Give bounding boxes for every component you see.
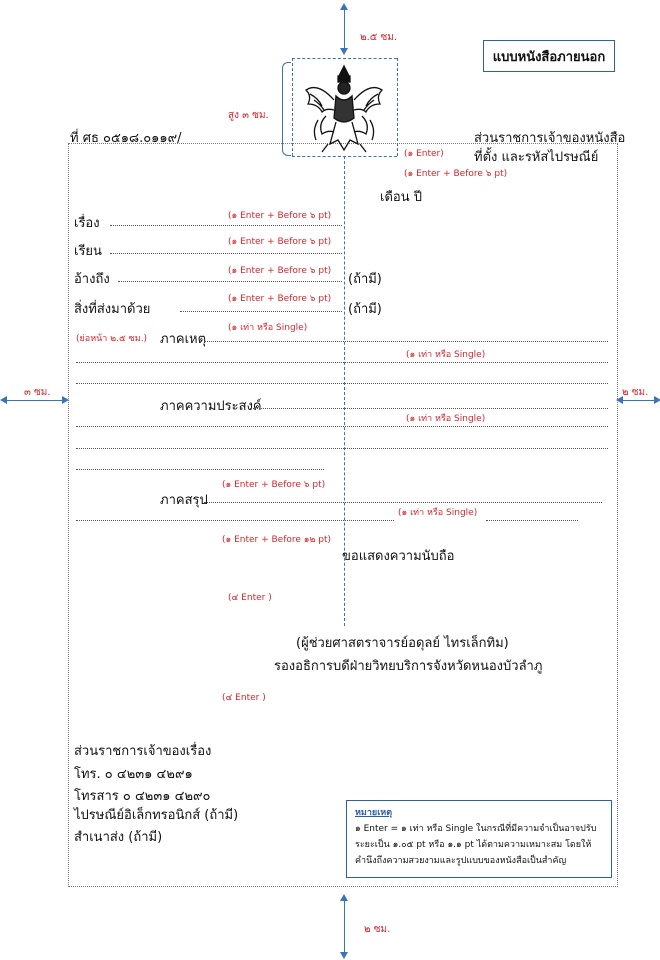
left-margin-label: ๓ ซม. [24, 387, 51, 398]
note-box [346, 800, 612, 878]
right-margin-guide [618, 400, 656, 401]
form-type-title: แบบหนังสือภายนอก [483, 40, 615, 72]
bottom-margin-arrow-up-icon [340, 894, 348, 901]
summary-line-2 [76, 520, 394, 521]
footer-phone: โทร. ๐ ๔๒๓๑ ๔๒๙๑ [74, 767, 193, 782]
garuda-guide-left [292, 58, 293, 156]
to-line [110, 253, 342, 254]
cause-label: ภาคเหตุ [160, 332, 207, 347]
purpose-line-1 [250, 408, 608, 409]
cause-line-1 [204, 341, 608, 342]
top-margin-arrow-down-icon [340, 48, 348, 55]
top-margin-arrow-up-icon [340, 3, 348, 10]
purpose-line-2 [76, 426, 608, 427]
spacing-after-to: (๑ Enter + Before ๖ pt) [228, 266, 332, 276]
closing-salutation: ขอแสดงความนับถือ [342, 549, 455, 564]
note-heading: หมายเหตุ [355, 808, 393, 818]
garuda-height-label: สูง ๓ ซม. [228, 110, 269, 121]
spacing-after-subject: (๑ Enter + Before ๖ pt) [228, 237, 332, 247]
signer-name: (ผู้ช่วยศาสตราจารย์อดุลย์ ไทรเล็กทิม) [296, 636, 509, 651]
footer-email: ไปรษณีย์อิเล็กทรอนิกส์ (ถ้ามี) [74, 808, 239, 823]
bottom-margin-arrow-down-icon [340, 952, 348, 959]
to-label: เรียน [74, 244, 102, 259]
spacing-before-closing: (๑ Enter + Before ๑๒ pt) [222, 535, 332, 545]
spacing-after-closing: (๔ Enter ) [228, 593, 272, 603]
spacing-after-summary: (๑ เท่า หรือ Single) [398, 508, 478, 518]
cause-line-3 [76, 383, 608, 384]
spacing-after-date: (๑ Enter + Before ๖ pt) [228, 211, 332, 221]
summary-label: ภาคสรุป [160, 493, 208, 508]
bottom-margin-label: ๒ ซม. [364, 924, 391, 935]
reference-optional-note: (ถ้ามี) [348, 272, 382, 287]
right-margin-arrow-right-icon [654, 396, 660, 404]
agency-name: ส่วนราชการเจ้าของหนังสือ [474, 131, 626, 146]
garuda-height-bracket [282, 62, 291, 156]
note-line-1: ๑ Enter = ๑ เท่า หรือ Single ในกรณีที่มีความจำเป็นอาจปรับ [355, 824, 597, 834]
cause-line-2 [76, 362, 608, 363]
note-line-2: ระยะเป็น ๑.๐๕ pt หรือ ๑.๑ pt ได้ตามความเหมาะสม โดยให้ [355, 840, 592, 850]
spacing-after-garuda: (๑ Enter) [404, 149, 444, 159]
note-line-3: คำนึงถึงความสวยงามและรูปแบบของหนังสือเป็นสำคัญ [355, 856, 567, 866]
purpose-line-4 [76, 469, 324, 470]
agency-address: ที่ตั้ง และรหัสไปรษณีย์ [474, 150, 599, 165]
garuda-emblem-icon [298, 60, 390, 156]
spacing-purpose-single: (๑ เท่า หรือ Single) [406, 414, 486, 424]
left-margin-arrow-right-icon [62, 396, 69, 404]
top-margin-label: ๒.๕ ซม. [360, 32, 398, 43]
spacing-after-enclosure: (๑ เท่า หรือ Single) [228, 323, 308, 333]
bottom-margin-guide [344, 898, 345, 953]
spacing-cause-single: (๑ เท่า หรือ Single) [406, 350, 486, 360]
garuda-guide-top [292, 58, 397, 59]
right-margin-label: ๒ ซม. [622, 387, 649, 398]
indent-label: (ย่อหน้า ๒.๕ ซม.) [76, 334, 148, 344]
footer-fax: โทรสาร ๐ ๔๒๓๑ ๔๒๙๐ [74, 789, 211, 804]
left-margin-arrow-left-icon [0, 396, 7, 404]
spacing-before-summary: (๑ Enter + Before ๖ pt) [222, 480, 326, 490]
reference-line [118, 281, 342, 282]
enclosure-line [180, 311, 342, 312]
footer-copy: สำเนาส่ง (ถ้ามี) [74, 830, 163, 845]
spacing-after-agency: (๑ Enter + Before ๖ pt) [404, 169, 508, 179]
document-number: ที่ ศธ ๐๕๑๘.๐๑๑๙/ [70, 131, 182, 146]
garuda-guide-right [397, 58, 398, 156]
left-margin-guide [4, 400, 66, 401]
spacing-after-signer: (๔ Enter ) [222, 693, 266, 703]
subject-label: เรื่อง [74, 216, 100, 231]
subject-line [110, 225, 342, 226]
purpose-line-3 [76, 448, 608, 449]
signer-position: รองอธิการบดีฝ่ายวิทยบริการจังหวัดหนองบัวลำภู [274, 659, 543, 674]
spacing-after-reference: (๑ Enter + Before ๖ pt) [228, 294, 332, 304]
enclosure-optional-note: (ถ้ามี) [348, 302, 382, 317]
summary-line-3 [486, 520, 578, 521]
purpose-label: ภาคความประสงค์ [160, 399, 262, 414]
enclosure-label: สิ่งที่ส่งมาด้วย [74, 302, 151, 317]
summary-line-1 [204, 502, 602, 503]
date-line: เดือน ปี [380, 190, 422, 205]
top-margin-guide [344, 8, 345, 48]
footer-owner: ส่วนราชการเจ้าของเรื่อง [74, 744, 212, 759]
reference-label: อ้างถึง [74, 272, 110, 287]
